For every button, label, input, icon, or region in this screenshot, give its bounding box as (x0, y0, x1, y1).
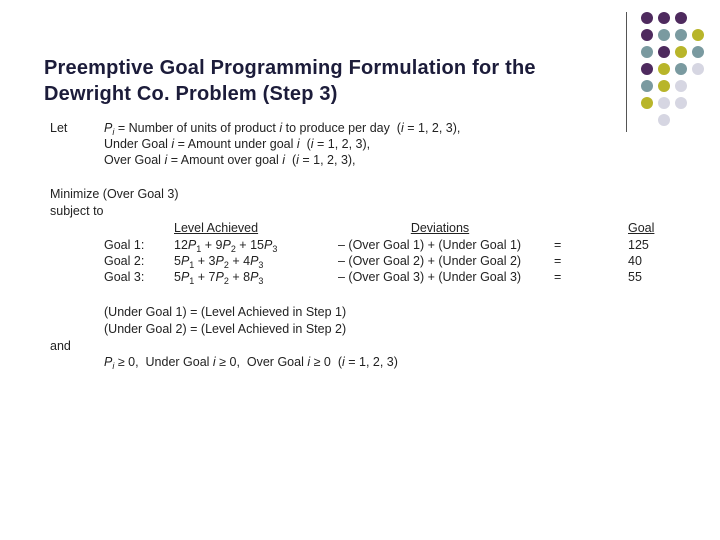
constraint-label: Goal 2: (104, 254, 145, 268)
header-goal: Goal (628, 221, 655, 235)
constraint-deviation: – (Over Goal 1) + (Under Goal 1) (338, 238, 522, 252)
definition-over-goal: Over Goal i = Amount over goal i (i = 1, 2, 3), (104, 153, 356, 167)
decor-dot (658, 29, 670, 41)
and-label: and (50, 339, 71, 353)
decor-dot (641, 63, 653, 75)
decor-dot (675, 80, 687, 92)
decor-dot (658, 97, 670, 109)
constraint-deviation: – (Over Goal 2) + (Under Goal 2) (338, 254, 522, 268)
decor-dot (658, 12, 670, 24)
step-constraint: (Under Goal 2) = (Level Achieved in Step 2) (104, 322, 347, 336)
subject-to-label: subject to (50, 204, 104, 218)
decor-dot (675, 29, 687, 41)
objective: Minimize (Over Goal 3) (50, 187, 179, 201)
constraint-label: Goal 1: (104, 238, 145, 252)
constraint-expression: $5P_1 + 3P_2 + 4P_3$ (174, 254, 264, 270)
decor-dot (675, 97, 687, 109)
decor-dot (641, 12, 653, 24)
decor-dot (675, 63, 687, 75)
header-deviations: Deviations (410, 221, 470, 235)
decor-dot (658, 46, 670, 58)
constraint-label: Goal 3: (104, 270, 145, 284)
decor-dot (658, 114, 670, 126)
decor-dot (675, 12, 687, 24)
constraint-equals: = (554, 270, 562, 284)
decor-dot (658, 63, 670, 75)
constraint-goal: 40 (628, 254, 642, 268)
slide-title: Preemptive Goal Programming Formulation for the Dewright Co. Problem (Step 3) (44, 57, 536, 105)
step-constraint: (Under Goal 1) = (Level Achieved in Step 1) (104, 305, 347, 319)
decor-dot (641, 97, 653, 109)
decor-dot (658, 80, 670, 92)
constraint-equals: = (554, 238, 562, 252)
nonnegativity-constraint: $P_i \ge 0$, Under Goal i ≥ 0, Over Goal i ≥ 0 (i = 1, 2, 3) (104, 355, 398, 371)
constraint-goal: 55 (628, 270, 642, 284)
decor-dot (675, 46, 687, 58)
decor-dot (641, 46, 653, 58)
constraint-goal: 125 (628, 238, 649, 252)
definition-p: $P_i$ = Number of units of product i to produce per day (i = 1, 2, 3), (104, 121, 461, 137)
constraint-expression: $5P_1 + 7P_2 + 8P_3$ (174, 270, 264, 286)
decor-dot (692, 63, 704, 75)
let-label: Let (50, 121, 68, 135)
decor-dot (641, 80, 653, 92)
decor-vertical-line (626, 12, 627, 132)
definition-under-goal: Under Goal i = Amount under goal i (i = 1, 2, 3), (104, 137, 371, 151)
constraint-expression: $12P_1 + 9P_2 + 15P_3$ (174, 238, 278, 254)
constraint-equals: = (554, 254, 562, 268)
header-level-achieved: Level Achieved (174, 221, 259, 235)
decor-dot (641, 29, 653, 41)
decor-dot (692, 46, 704, 58)
constraint-deviation: – (Over Goal 3) + (Under Goal 3) (338, 270, 522, 284)
decor-dot (692, 29, 704, 41)
